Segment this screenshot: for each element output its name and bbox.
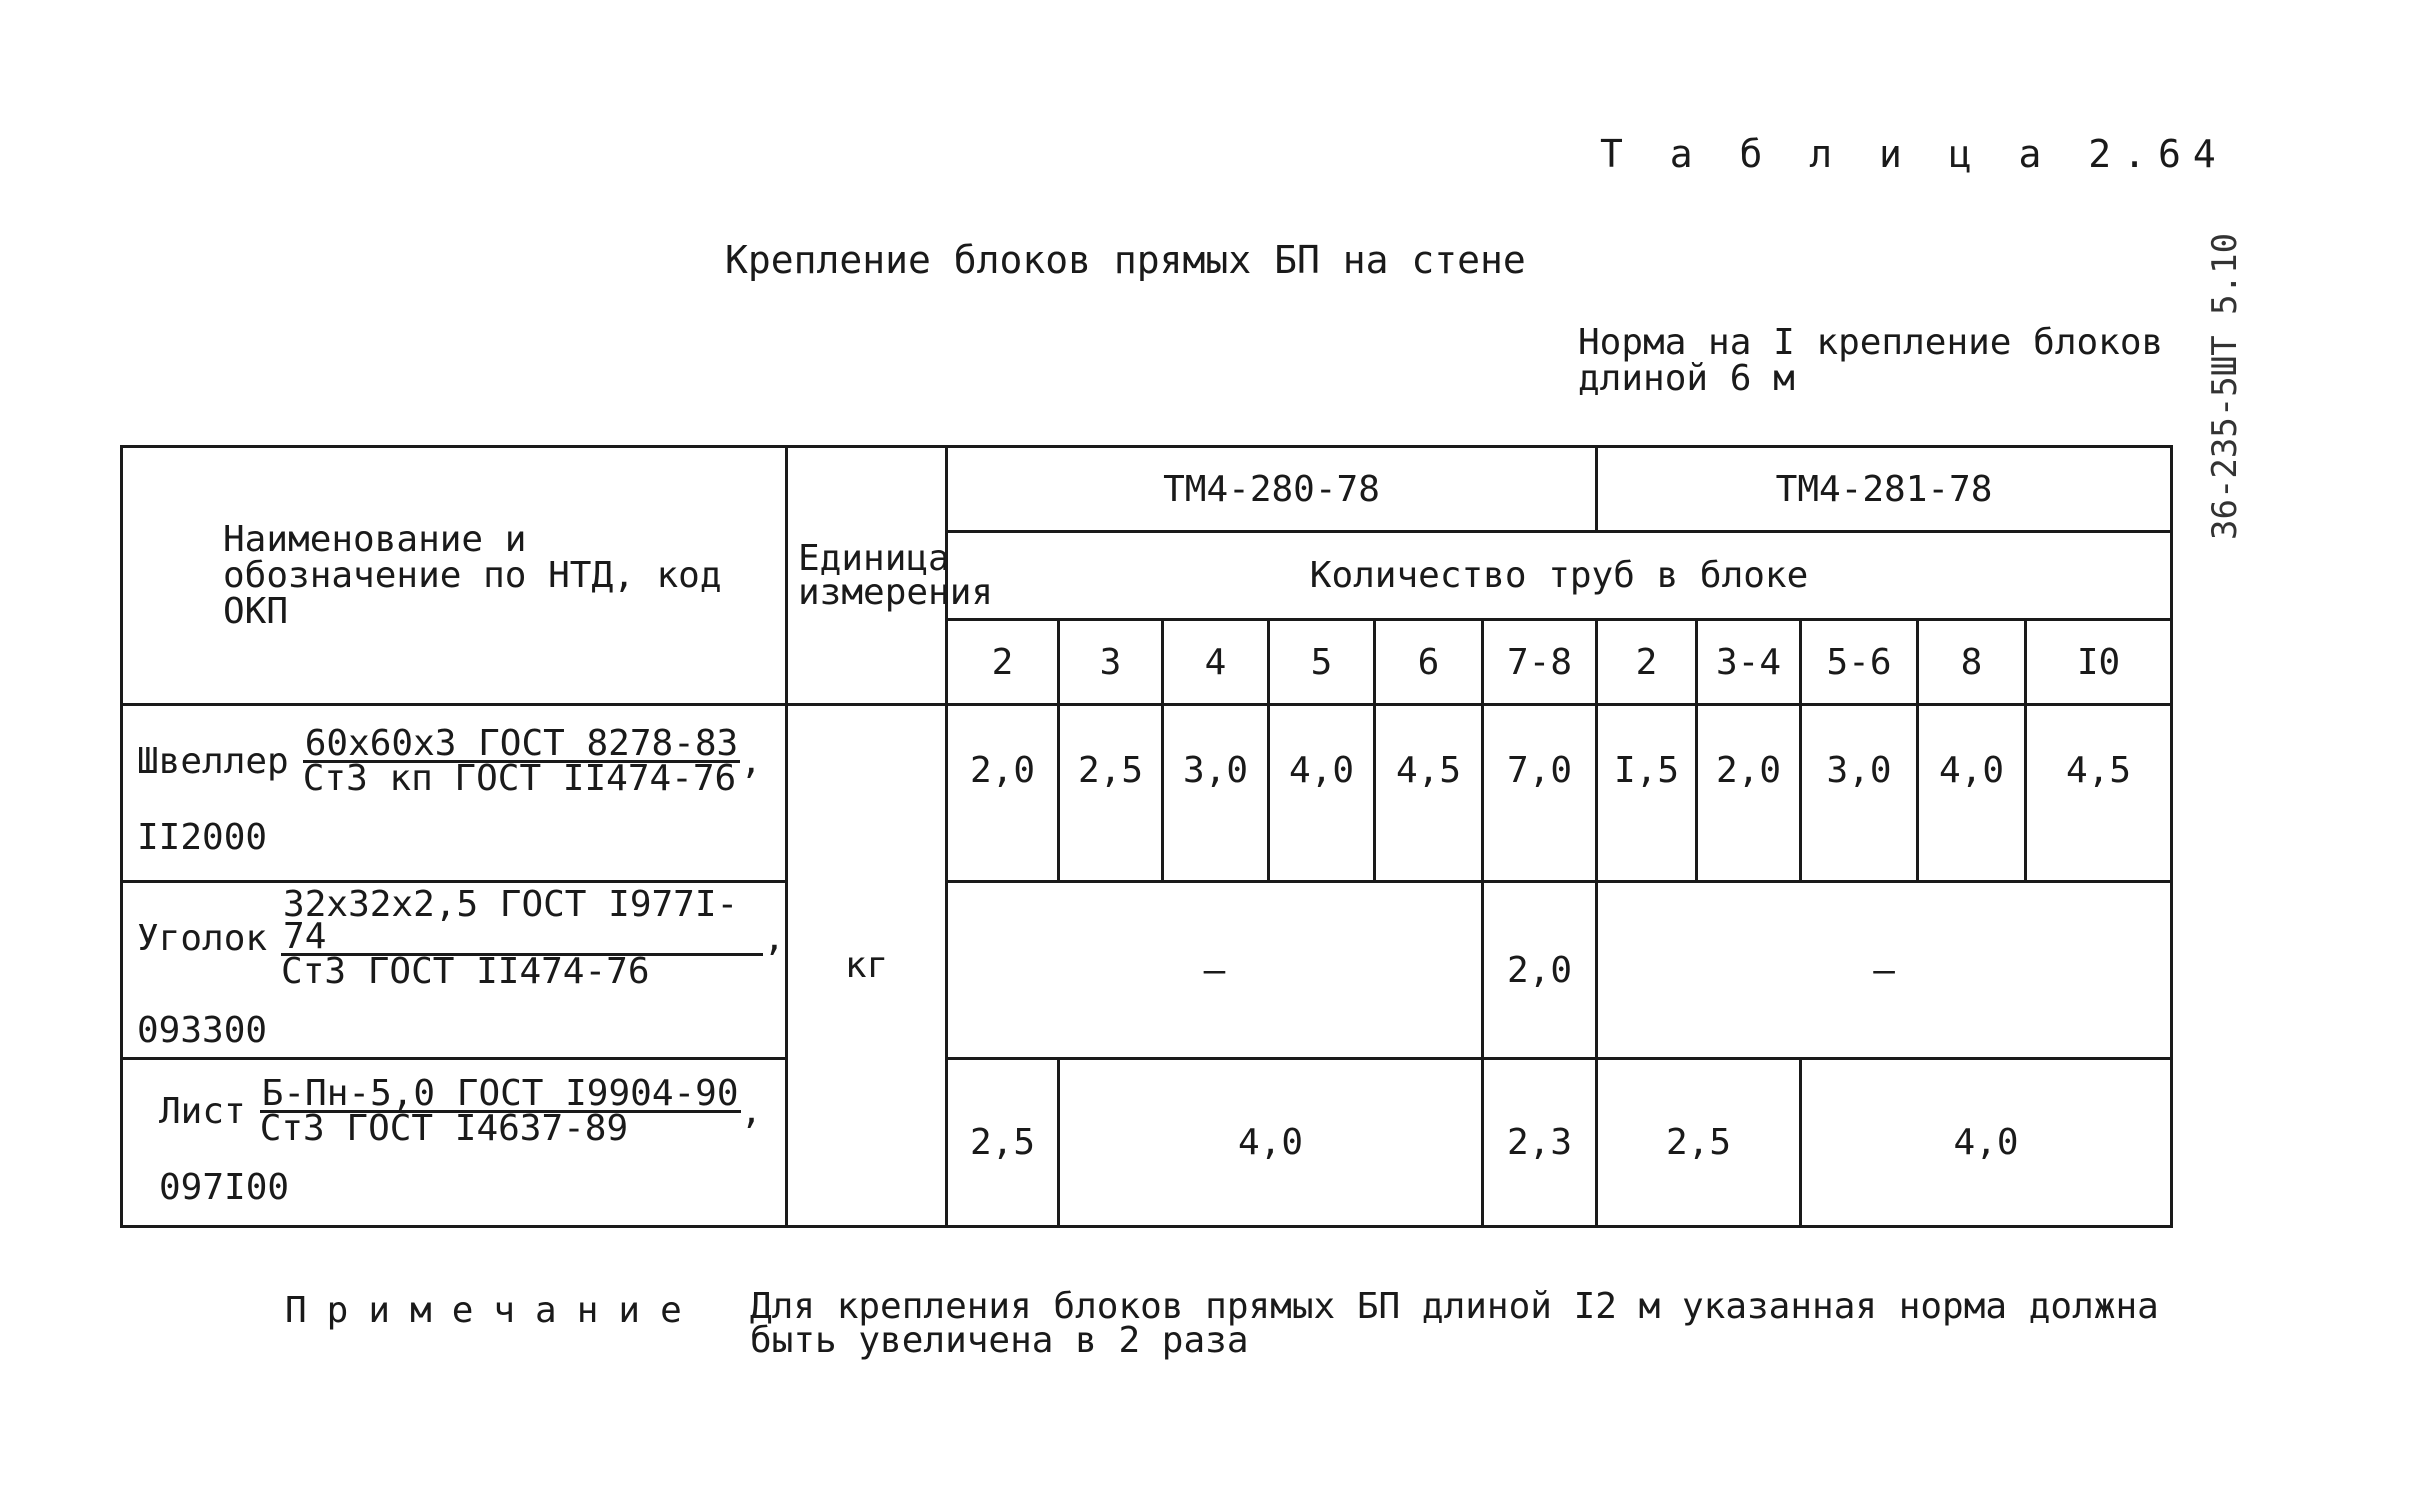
- document-title: Крепление блоков прямых БП на стене: [725, 238, 1526, 282]
- spec-bottom: Ст3 кп ГОСТ II474-76: [302, 758, 737, 799]
- count-header: 8: [1918, 620, 2026, 705]
- spec-top: 60х60х3 ГОСТ 8278-83: [304, 723, 739, 764]
- note-line-2: быть увеличена в 2 раза: [750, 1320, 1249, 1361]
- norms-table: [120, 445, 2173, 1228]
- side-document-code: 36-235-5ШТ 5.10: [2205, 232, 2245, 540]
- table-row: [122, 705, 2172, 882]
- value-cell: 2,0: [947, 705, 1059, 882]
- value-cell: 2,0: [1483, 882, 1597, 1059]
- value-cell: 4,5: [1375, 705, 1483, 882]
- subheader-count: Количество труб в блоке: [947, 532, 2172, 620]
- note-label: Примечание: [285, 1290, 702, 1331]
- count-header: I0: [2026, 620, 2172, 705]
- norm-line-1: Норма на I крепление блоков: [1578, 322, 2164, 363]
- value-cell: 2,0: [1697, 705, 1801, 882]
- value-cell: 2,3: [1483, 1059, 1597, 1227]
- count-header: 2: [1597, 620, 1697, 705]
- spec-bottom: Ст3 ГОСТ I4637-89: [259, 1107, 629, 1149]
- spec-bottom: Ст3 ГОСТ II474-76: [281, 951, 650, 992]
- group-header-1: ТМ4-280-78: [947, 447, 1597, 532]
- col-unit-header: Единица измерения: [787, 447, 947, 705]
- table-number: Т а б л и ц а 2.64: [1600, 132, 2228, 176]
- item-spec: [281, 884, 763, 992]
- row-name-cell: Лист $\frac{\text{Б-Пн-5,0 ГОСТ I9904-90}}{\text{Ст3 ГОСТ I4637-89}}$ , 097I00: [122, 1059, 787, 1227]
- value-cell: 2,5: [1059, 705, 1163, 882]
- value-cell: 2,5: [947, 1059, 1059, 1227]
- value-cell: I,5: [1597, 705, 1697, 882]
- count-header: 2: [947, 620, 1059, 705]
- value-cell: 3,0: [1801, 705, 1918, 882]
- note-line-1: Для крепления блоков прямых БП длиной I2 м указанная норма должна: [750, 1286, 2159, 1327]
- count-header: 3: [1059, 620, 1163, 705]
- item-spec: [259, 1072, 741, 1149]
- count-header: 6: [1375, 620, 1483, 705]
- value-cell: 4,0: [1059, 1059, 1483, 1227]
- row-name-cell: Уголок $\frac{\text{32х32х2,5 ГОСТ I977I-74}}{\text{Ст3 ГОСТ II474-76}}$ , 093300: [122, 882, 787, 1059]
- okp-code: 097I00: [159, 1166, 290, 1208]
- unit-cell: кг: [787, 705, 947, 1227]
- okp-code: II2000: [137, 817, 268, 858]
- value-cell: 2,5: [1597, 1059, 1801, 1227]
- value-cell: 4,0: [1918, 705, 2026, 882]
- table-row: [122, 882, 2172, 1059]
- value-cell: 4,5: [2026, 705, 2172, 882]
- norm-line-2: длиной 6 м: [1578, 358, 1795, 399]
- table-row: [122, 1059, 2172, 1227]
- col-name-header: Наименование и обозначение по НТД, код ОКП: [122, 447, 787, 705]
- item-spec: [302, 723, 740, 799]
- count-header: 4: [1163, 620, 1269, 705]
- spec-top: 32х32х2,5 ГОСТ I977I-74: [281, 889, 763, 956]
- value-cell: 4,0: [1269, 705, 1375, 882]
- count-header: 5-6: [1801, 620, 1918, 705]
- note-text: [750, 1286, 2159, 1361]
- norm-caption: [1578, 322, 2164, 399]
- value-cell: –: [1597, 882, 2172, 1059]
- group-header-2: ТМ4-281-78: [1597, 447, 2172, 532]
- count-header: 7-8: [1483, 620, 1597, 705]
- value-cell: 4,0: [1801, 1059, 2172, 1227]
- count-header: 5: [1269, 620, 1375, 705]
- item-name: Швеллер: [137, 741, 289, 782]
- count-header: 3-4: [1697, 620, 1801, 705]
- value-cell: 7,0: [1483, 705, 1597, 882]
- spec-top: Б-Пн-5,0 ГОСТ I9904-90: [261, 1072, 739, 1114]
- row-name-cell: Швеллер $\frac{\text{60х60х3 ГОСТ 8278-83}}{\text{Ст3 кп ГОСТ II474-76}}$ , II2000: [122, 705, 787, 882]
- item-name: Лист: [159, 1090, 246, 1132]
- value-cell: –: [947, 882, 1483, 1059]
- item-name: Уголок: [137, 918, 268, 959]
- header-row-groups: [122, 447, 2172, 532]
- value-cell: 3,0: [1163, 705, 1269, 882]
- okp-code: 093300: [137, 1010, 268, 1051]
